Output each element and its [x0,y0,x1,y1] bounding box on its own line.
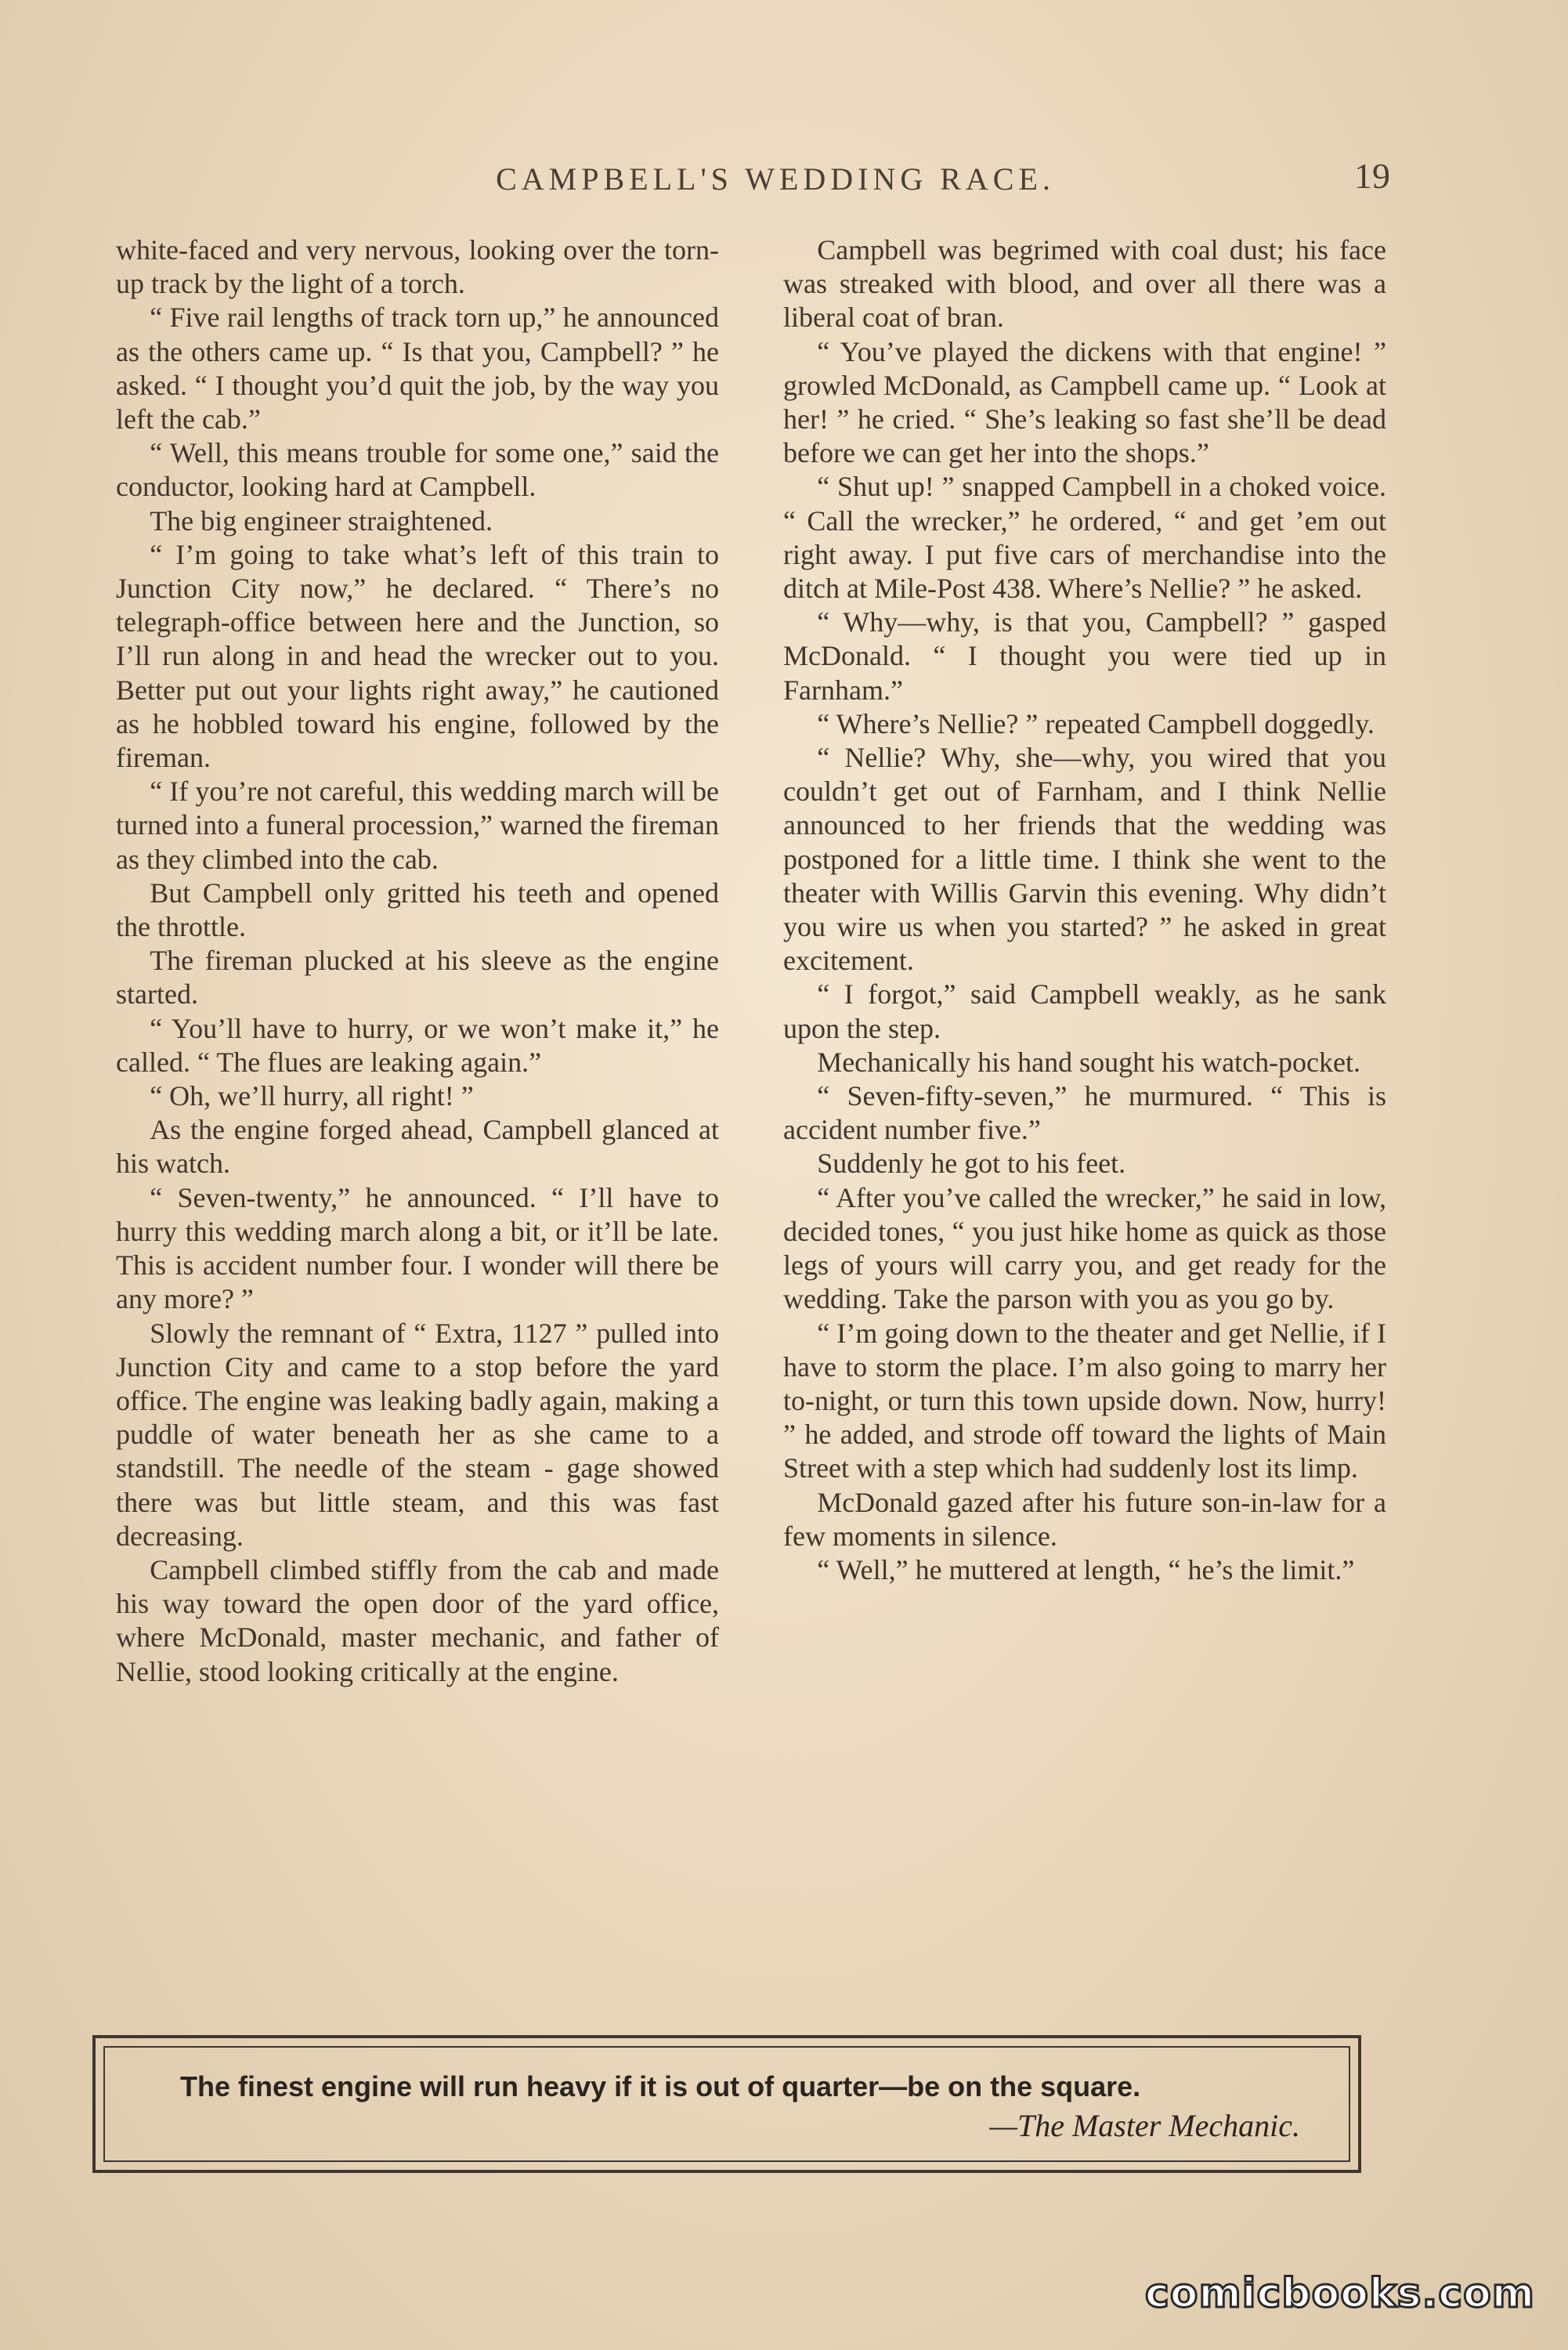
paragraph: “ You’ll have to hurry, or we won’t make it,” he called. “ The flues are leaking again.” [116,1012,719,1078]
paragraph: “ Why—why, is that you, Campbell? ” gasped McDonald. “ I thought you were tied up in Farnham.” [783,606,1386,706]
paragraph: “ Nellie? Why, she—why, you wired that you couldn’t get out of Farnham, and I think Nellie announced to her friends that the wedding was postponed for a little time. I think she went to the theater with Willis Garvin this evening. Why didn’t you wire us when you started? ” he asked in great excitement. [783,742,1386,977]
paragraph: “ I’m going to take what’s left of this train to Junction City now,” he declared. “ There’s no telegraph-office between here and the Junction, so I’ll run along in and head the wrecker out to you. Better put out your lights right away,” he cautioned as he hobbled toward his engine, followed by the fireman. [116,538,719,774]
paragraph: “ I’m going down to the theater and get Nellie, if I have to storm the place. I’m also going to marry her to-night, or turn this town upside down. Now, hurry! ” he added, and strode off toward the lights of Main Street with a step which had suddenly lost its limp. [783,1317,1386,1484]
paragraph: Slowly the remnant of “ Extra, 1127 ” pulled into Junction City and came to a stop before the yard office. The engine was leaking badly again, making a puddle of water beneath her as she came to a standstill. The needle of the steam - gage showed there was but little steam, and this was fast decreasing. [116,1317,719,1552]
quote-box-frame [92,2035,1361,2173]
paragraph: white-faced and very nervous, looking over the torn-up track by the light of a torch. [116,234,719,300]
running-title: CAMPBELL'S WEDDING RACE. [496,161,1055,197]
paragraph: “ If you’re not careful, this wedding march will be turned into a funeral procession,” warned the fireman as they climbed into the cab. [116,776,719,875]
paragraph: Suddenly he got to his feet. [817,1148,1126,1180]
page-number: 19 [1354,156,1390,196]
paragraph: “ Well, this means trouble for some one,” said the conductor, looking hard at Campbell. [116,437,719,503]
paragraph: “ After you’ve called the wrecker,” he said in low, decided tones, “ you just hike home as quick as those legs of yours will carry you, and get ready for the wedding. Take the parson with you as you go by. [783,1181,1386,1315]
footer-quote: The finest engine will run heavy if it is out of quarter—be on the square. [180,2070,1141,2102]
paragraph: “ Shut up! ” snapped Campbell in a choked voice. “ Call the wrecker,” he ordered, “ and get ’em out right away. I put five cars of merchandise into the ditch at Mile-Post 438. Where’s Nellie? ” he asked. [783,471,1386,605]
paragraph: “ Seven-twenty,” he announced. “ I’ll have to hurry this wedding march along a bit, or it’ll be late. This is accident number four. I wonder will there be any more? ” [116,1181,719,1315]
paragraph: Campbell climbed stiffly from the cab and made his way toward the open door of the yard office, where McDonald, master mechanic, and father of Nellie, stood looking critically at the engine. [116,1553,719,1687]
paragraph: But Campbell only gritted his teeth and opened the throttle. [116,877,719,943]
paragraph: “ Oh, we’ll hurry, all right! ” [150,1080,474,1112]
paragraph: “ You’ve played the dickens with that engine! ” growled McDonald, as Campbell came up. “ Look at her! ” he cried. “ She’s leaking so fast she’ll be dead before we can get her into the shops.” [783,335,1386,469]
footer-attribution: —The Master Mechanic. [989,2108,1300,2143]
paragraph: “ Seven-fifty-seven,” he murmured. “ This is accident number five.” [783,1080,1386,1146]
paragraph: “ Well,” he muttered at length, “ he’s the limit.” [817,1553,1355,1585]
left-column [116,233,719,1689]
quote-box-inner-rule [103,2046,1350,2162]
paragraph: Mechanically his hand sought his watch-pocket. [817,1046,1361,1078]
paragraph: “ Five rail lengths of track torn up,” he announced as the others came up. “ Is that you, Campbell? ” he asked. “ I thought you’d quit the job, by the way you left the cab.” [116,302,719,436]
paragraph: “ Where’s Nellie? ” repeated Campbell doggedly. [817,707,1375,739]
paragraph: Campbell was begrimed with coal dust; his face was streaked with blood, and over all there was a liberal coat of bran. [783,234,1386,334]
paragraph: The fireman plucked at his sleeve as the engine started. [116,945,719,1010]
paragraph: The big engineer straightened. [150,504,493,537]
paragraph: McDonald gazed after his future son-in-law for a few moments in silence. [783,1486,1386,1552]
right-column [783,233,1386,1587]
paragraph: As the engine forged ahead, Campbell glanced at his watch. [116,1114,719,1180]
paragraph: “ I forgot,” said Campbell weakly, as he sank upon the step. [783,978,1386,1044]
site-watermark: comicbooks.com [1144,2270,1535,2317]
